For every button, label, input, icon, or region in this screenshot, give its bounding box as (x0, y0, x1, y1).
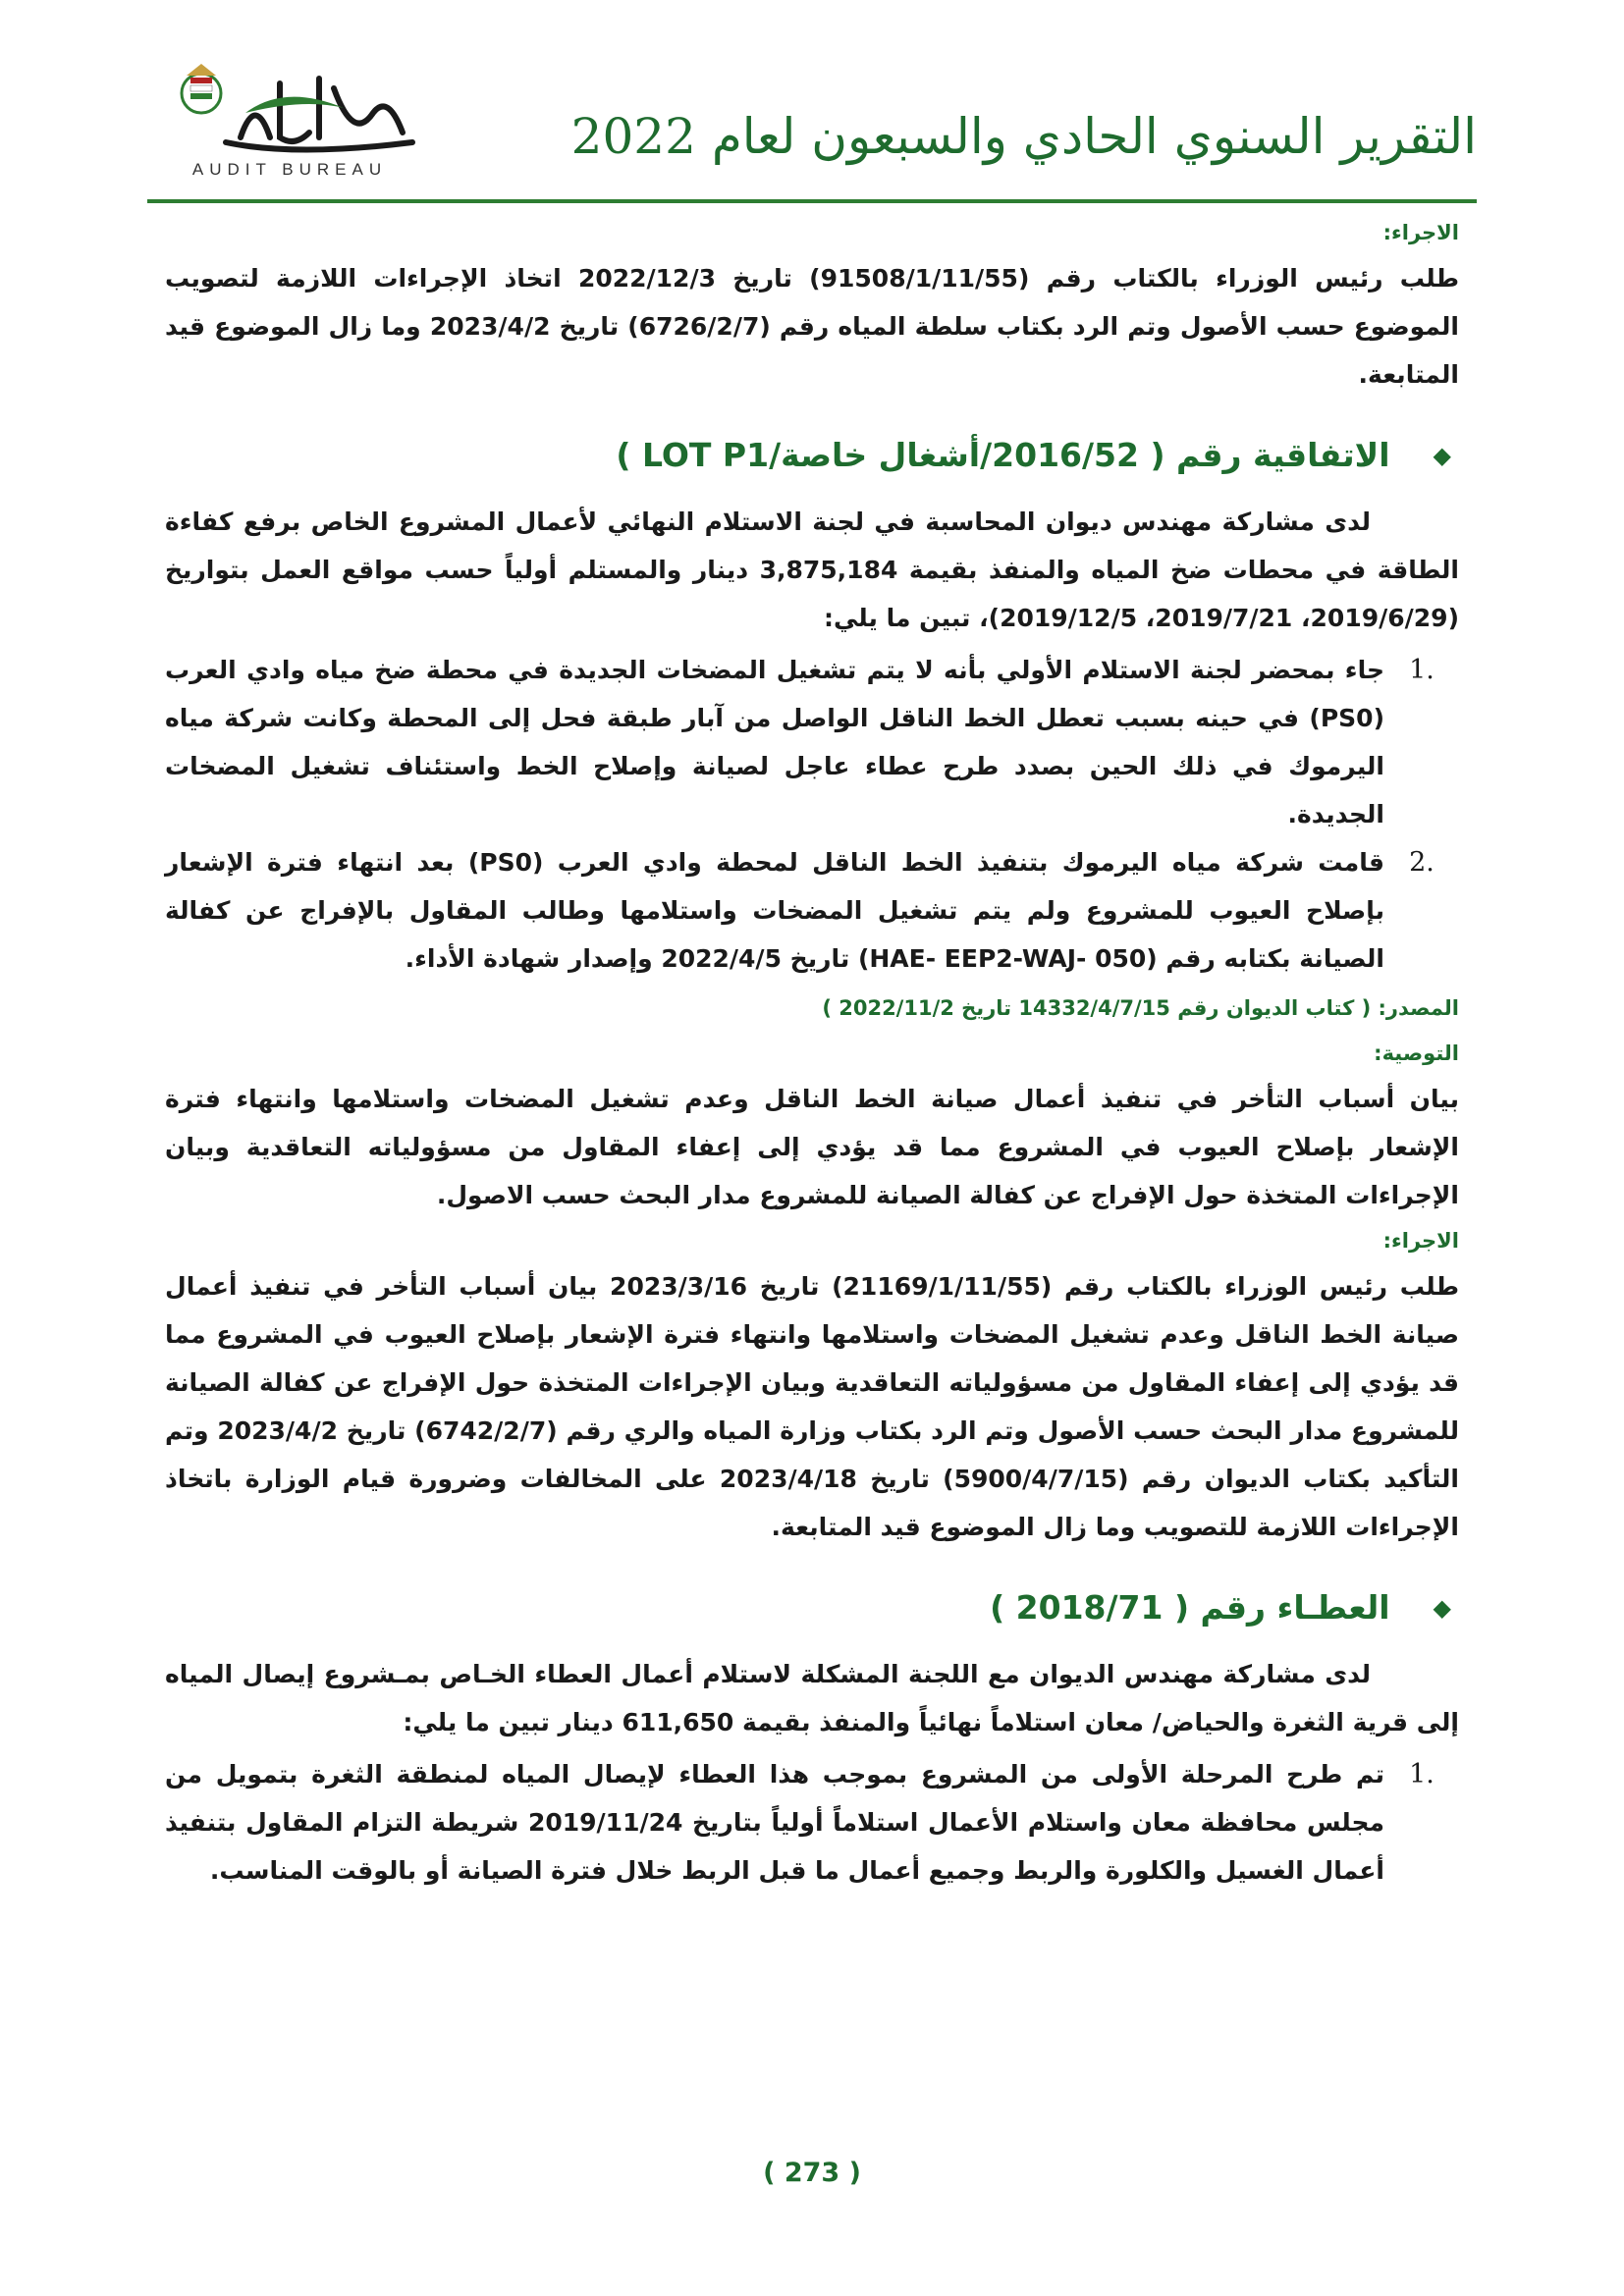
page-number: ( 273 ) (763, 2158, 861, 2188)
section-intro: لدى مشاركة مهندس ديوان المحاسبة في لجنة الاستلام النهائي لأعمال المشروع الخاص برفع كفاءة الطاقة في محطات ضخ المياه والمنفذ بقيمة 3,875,184 دينار والمستلم أولياً حسب مواقع العمل بتواريخ (2019/6/29، 2019/7/21، 2019/12/5)، تبين ما يلي: (165, 507, 1459, 632)
list-number: 2. (1409, 847, 1435, 878)
header-rule (147, 199, 1477, 203)
main-content (165, 221, 1459, 1895)
action-paragraph: طلب رئيس الوزراء بالكتاب رقم (91508/1/11/55) تاريخ 2022/12/3 اتخاذ الإجراءات اللازمة لتصويب الموضوع حسب الأصول وتم الرد بكتاب سلطة المياه رقم (6726/2/7) تاريخ 2023/4/2 وما زال الموضوع قيد المتابعة. (165, 264, 1460, 389)
section-intro: لدى مشاركة مهندس الديوان مع اللجنة المشكلة لاستلام أعمال العطاء الخـاص بمـشروع إيصال المياه إلى قرية الثغرة والحياض/ معان استلاماً نهائياً والمنفذ بقيمة 611,650 دينار تبين ما يلي: (165, 1660, 1459, 1736)
list-item-text: جاء بمحضر لجنة الاستلام الأولي بأنه لا يتم تشغيل المضخات الجديدة في محطة ضخ مياه وادي العرب (PS0) في حينه بسبب تعطل الخط الناقل الواصل من آبار طبقة فحل إلى المحطة وكانت شركة مياه اليرموك في ذلك الحين بصدد طرح عطاء عاجل لصيانة وإصلاح الخط واستئناف تشغيل المضخات الجديدة. (165, 656, 1384, 828)
diamond-bullet-icon: ◆ (1433, 1593, 1451, 1622)
audit-bureau-logo (147, 54, 432, 191)
section-heading-tender (165, 1588, 1459, 1627)
page-header (147, 54, 1477, 201)
report-title: التقرير السنوي الحادي والسبعون لعام 2022 (570, 108, 1477, 165)
section-title: العطـاء رقم ( 2018/71 ) (990, 1588, 1390, 1627)
logo-emblem-icon (147, 54, 432, 162)
list-number: 1. (1409, 655, 1435, 685)
list-item (165, 1750, 1459, 1895)
source-note: المصدر: ( كتاب الديوان رقم 14332/4/7/15 تاريخ 2022/11/2 ) (822, 996, 1459, 1020)
list-item (165, 838, 1459, 983)
recommendation-label: التوصية: (1374, 1041, 1459, 1065)
logo-caption: AUDIT BUREAU (191, 160, 388, 179)
section-title: الاتفاقية رقم ( 2016/52/أشغال خاصة/LOT P1 ) (616, 436, 1390, 474)
list-number: 1. (1409, 1759, 1435, 1789)
list-item-text: قامت شركة مياه اليرموك بتنفيذ الخط الناقل لمحطة وادي العرب (PS0) بعد انتهاء فترة الإشعار بإصلاح العيوب للمشروع ولم يتم تشغيل المضخات واستلامها وطالب المقاول بالإفراج عن كفالة الصيانة بكتابه رقم (HAE- EEP2-WAJ- 050) تاريخ 2022/4/5 وإصدار شهادة الأداء. (165, 848, 1384, 973)
findings-list (165, 646, 1459, 983)
action-paragraph: طلب رئيس الوزراء بالكتاب رقم (21169/1/11/55) تاريخ 2023/3/16 بيان أسباب التأخر في تنفيذ أعمال صيانة الخط الناقل وعدم تشغيل المضخات واستلامها وانتهاء فترة الإشعار بإصلاح العيوب في المشروع مما قد يؤدي إلى إعفاء المقاول من مسؤولياته التعاقدية وبيان الإجراءات المتخذة حول الإفراج عن كفالة الصيانة للمشروع مدار البحث حسب الأصول وتم الرد بكتاب وزارة المياه والري رقم (6742/2/7) تاريخ 2023/4/2 وتم التأكيد بكتاب الديوان رقم (5900/4/7/15) تاريخ 2023/4/18 على المخالفات وضرورة قيام الوزارة باتخاذ الإجراءات اللازمة للتصويب وما زال الموضوع قيد المتابعة. (165, 1272, 1460, 1541)
action-label: الاجراء: (1382, 221, 1459, 244)
list-item-text: تم طرح المرحلة الأولى من المشروع بموجب هذا العطاء لإيصال المياه لمنطقة الثغرة بتمويل من مجلس محافظة معان واستلام الأعمال استلاماً أولياً بتاريخ 2019/11/24 شريطة التزام المقاول بتنفيذ أعمال الغسيل والكلورة والربط وجميع أعمال ما قبل الربط خلال فترة الصيانة أو بالوقت المناسب. (165, 1760, 1384, 1885)
diamond-bullet-icon: ◆ (1433, 441, 1451, 469)
findings-list (165, 1750, 1459, 1895)
recommendation-paragraph: بيان أسباب التأخر في تنفيذ أعمال صيانة الخط الناقل وعدم تشغيل المضخات واستلامها وانتهاء فترة الإشعار بإصلاح العيوب في المشروع مما قد يؤدي إلى إعفاء المقاول من مسؤولياته التعاقدية وبيان الإجراءات المتخذة حول الإفراج عن كفالة الصيانة للمشروع مدار البحث حسب الاصول. (165, 1085, 1459, 1209)
list-item (165, 646, 1459, 838)
action-label: الاجراء: (1382, 1229, 1459, 1253)
section-heading-agreement (165, 436, 1459, 474)
